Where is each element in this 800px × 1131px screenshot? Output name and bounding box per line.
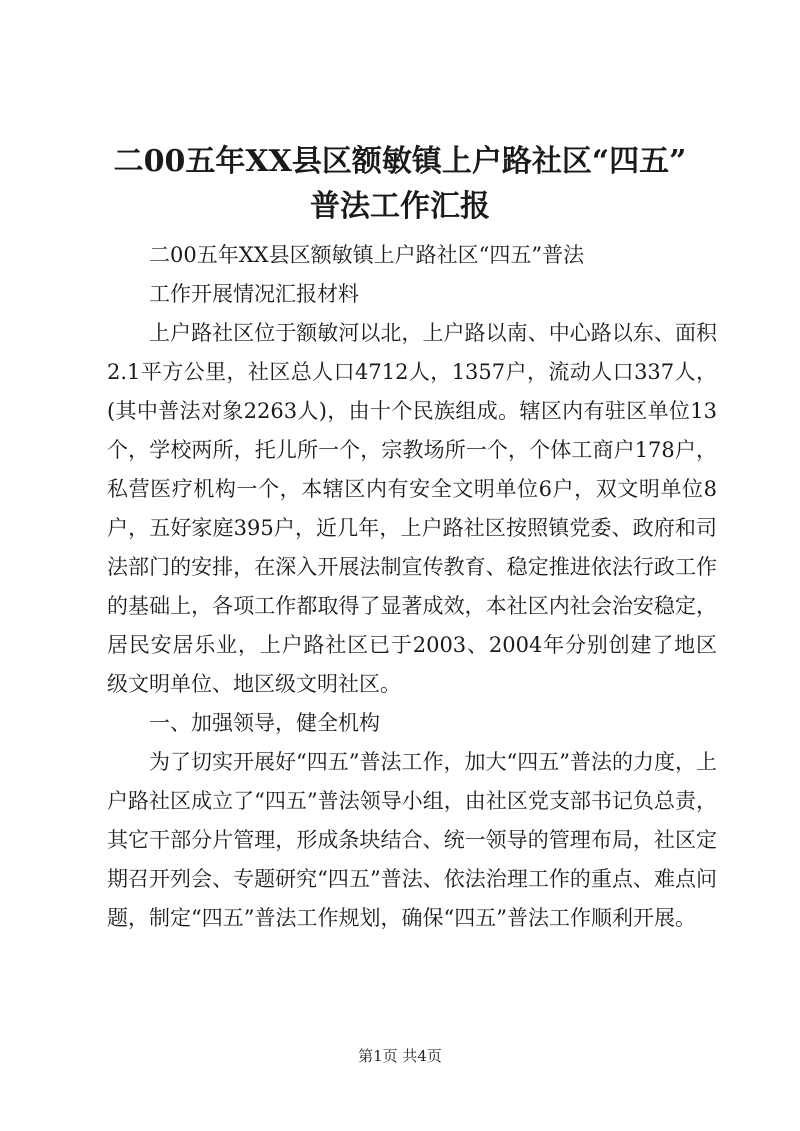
section-heading-1: 一、加强领导，健全机构 (149, 711, 380, 735)
paragraph-intro: 上户路社区位于额敏河以北，上户路以南、中心路以东、面积2.1平方公里，社区总人口4712人，1357户，流动人口337人，(其中普法对象2263人)，由十个民族组成。辖区内有驻区单位13个，学校两所，托儿所一个，宗教场所一个，个体工商户178户，私营医疗机构一个，本辖区内有安全文明单位6户，双文明单位8户，五好家庭395户，近几年，上户路社区按照镇党委、政府和司法部门的安排，在深入开展法制宣传教育、稳定推进依法行政工作的基础上，各项工作都取得了显著成效，本社区内社会治安稳定，居民安居乐业，上户路社区已于2003、2004年分别创建了地区级文明单位、地区级文明社区。 (107, 321, 717, 696)
subtitle-line-2: 工作开展情况汇报材料 (149, 282, 359, 306)
document-title-line-2: 普法工作汇报 (310, 189, 490, 224)
subtitle-line-1: 二00五年XX县区额敏镇上户路社区“四五”普法 (149, 243, 585, 267)
document-title-line-1: 二00五年XX县区额敏镇上户路社区“四五” (113, 144, 687, 179)
page-footer: 第1页 共4页 (358, 1047, 442, 1065)
paragraph-leadership: 为了切实开展好“四五”普法工作，加大“四五”普法的力度，上户路社区成立了“四五”普法领导小组，由社区党支部书记负总责，其它干部分片管理，形成条块结合、统一领导的管理布局，社区定期召开列会、专题研究“四五”普法、依法治理工作的重点、难点问题，制定“四五”普法工作规划，确保“四五”普法工作顺利开展。 (107, 750, 717, 930)
